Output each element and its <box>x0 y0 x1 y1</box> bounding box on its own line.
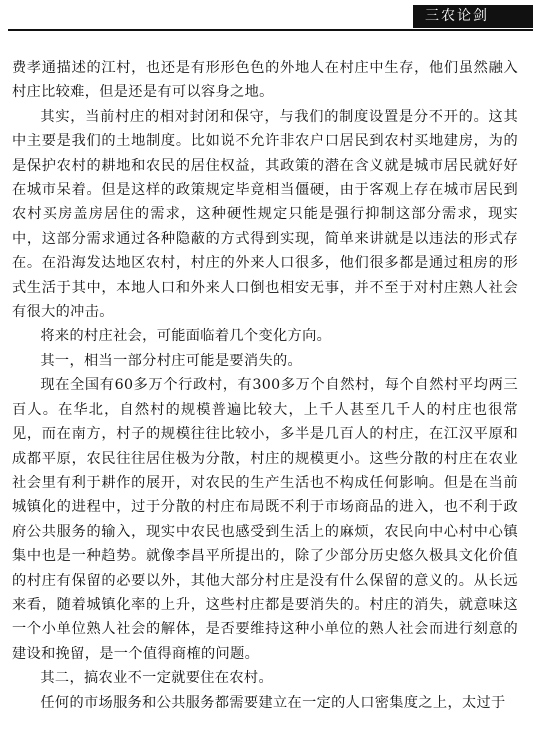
paragraph-4: 其一，相当一部分村庄可能是要消失的。 <box>40 352 303 369</box>
section-title-tab <box>413 5 533 28</box>
paragraph-5: 现在全国有60多万个行政村，有300多万个自然村，每个自然村平均两三百人。在华北，自然村的规模普遍比较大，上千人甚至几千人的村庄也很常见，而在南方，村子的规模往往比较小，多半是几百人的村庄，在江汉平原和成都平原，农民往往居住极为分散，村庄的规模更小。这些分散的村庄在农业社会里有利于耕作的展开，对农民的生产生活也不构成任何影响。但是在当前城镇化的进程中，过于分散的村庄布局既不利于市场商品的进入，也不利于政府公共服务的输入，现实中农民也感受到生活上的麻烦，农民向中心村中心镇集中也是一种趋势。就像李昌平所提出的，除了少部分历史悠久极具文化价值的村庄有保留的必要以外，其他大部分村庄是没有什么保留的意义的。从长远来看，随着城镇化率的上升，这些村庄都是要消失的。村庄的消失，就意味这一个小单位熟人社会的解体，是否要维持这种小单位的熟人社会而进行刻意的建设和挽留，是一个值得商榷的问题。 <box>12 377 518 662</box>
paragraph-3: 将来的村庄社会，可能面临着几个变化方向。 <box>40 328 332 345</box>
paragraph-6: 其二，搞农业不一定就要住在农村。 <box>40 670 273 687</box>
section-title: 三农论剑 <box>425 8 489 24</box>
page-body <box>12 56 518 715</box>
paragraph-1: 费孝通描述的江村，也还是有形形色色的外地人在村庄中生存，他们虽然融入村庄比较难，但是还是有可以容身之地。 <box>12 60 518 101</box>
paragraph-7: 任何的市场服务和公共服务都需要建立在一定的人口密集度之上，太过于 <box>40 694 506 711</box>
header-rule <box>8 29 533 31</box>
paragraph-2: 其实，当前村庄的相对封闭和保守，与我们的制度设置是分不开的。这其中主要是我们的土地制度。比如说不允许非农户口居民到农村买地建房，为的是保护农村的耕地和农民的居住权益，其政策的潜在含义就是城市居民就好好在城市呆着。但是这样的政策规定毕竟相当僵硬，由于客观上存在城市居民到农村买房盖房居住的需求，这种硬性规定只能是强行抑制这部分需求，现实中，这部分需求通过各种隐蔽的方式得到实现，简单来讲就是以违法的形式存在。在沿海发达地区农村，村庄的外来人口很多，他们很多都是通过租房的形式生活于其中，本地人口和外来人口倒也相安无事，并不至于对村庄熟人社会有很大的冲击。 <box>12 108 518 321</box>
